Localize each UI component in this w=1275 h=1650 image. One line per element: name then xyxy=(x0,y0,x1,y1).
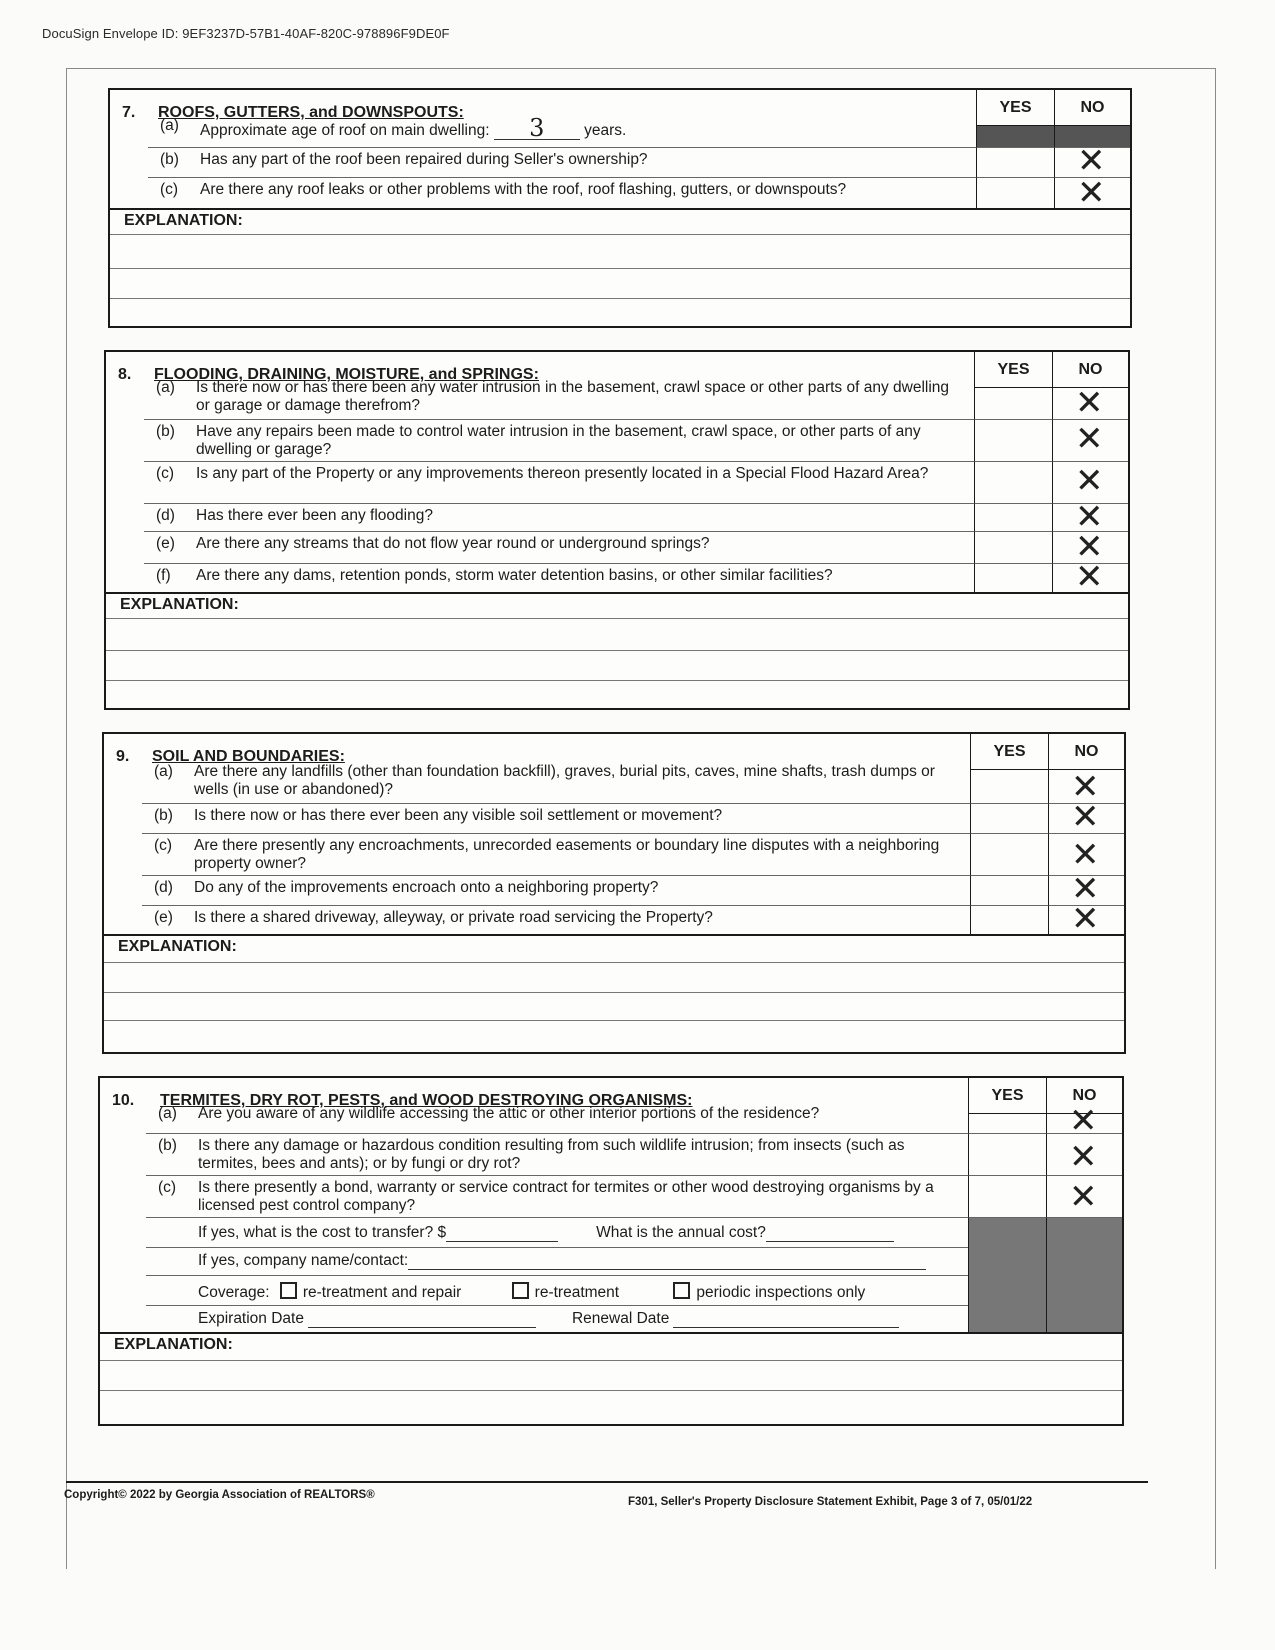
roof-age-value[interactable]: 3 xyxy=(529,114,545,142)
no-checkbox-cell[interactable] xyxy=(1046,1101,1122,1141)
explanation-area[interactable]: EXPLANATION: xyxy=(110,208,1130,328)
yes-cell-shaded xyxy=(968,1218,1046,1332)
no-header: NO xyxy=(1054,90,1130,126)
no-header: NO xyxy=(1048,734,1124,770)
x-mark-icon: ✕ xyxy=(1077,141,1106,181)
explanation-area[interactable]: EXPLANATION: xyxy=(100,1332,1122,1426)
section-termites xyxy=(98,1076,1124,1426)
no-checkbox-cell[interactable] xyxy=(1046,1176,1122,1218)
question-row: (e) Are there any streams that do not flow year round or underground springs? xyxy=(144,532,974,564)
coverage-retreatment-checkbox[interactable] xyxy=(512,1282,529,1299)
x-mark-icon: ✕ xyxy=(1071,869,1100,909)
x-mark-icon: ✕ xyxy=(1069,1177,1098,1217)
x-mark-icon: ✕ xyxy=(1075,461,1104,501)
footer-divider xyxy=(66,1481,1148,1483)
yes-checkbox-cell[interactable] xyxy=(974,462,1052,504)
renewal-date-field[interactable] xyxy=(673,1311,899,1328)
yes-header: YES xyxy=(970,734,1048,770)
section-roofs xyxy=(108,88,1132,328)
yes-checkbox-cell[interactable] xyxy=(976,178,1054,208)
yes-checkbox-cell[interactable] xyxy=(968,1176,1046,1218)
question-row: (b) Is there now or has there ever been any visible soil settlement or movement? xyxy=(142,804,970,834)
coverage-row: Coverage: re-treatment and repair re-treatment periodic inspections only xyxy=(146,1276,968,1306)
yes-checkbox-cell[interactable] xyxy=(968,1134,1046,1176)
yes-checkbox-cell[interactable] xyxy=(974,388,1052,420)
x-mark-icon: ✕ xyxy=(1071,899,1100,939)
yes-checkbox-cell[interactable] xyxy=(976,148,1054,178)
yes-header: YES xyxy=(968,1078,1046,1114)
section-soil xyxy=(102,732,1126,1054)
yes-checkbox-cell[interactable] xyxy=(970,906,1048,934)
yes-header: YES xyxy=(974,352,1052,388)
no-checkbox-cell[interactable] xyxy=(1054,173,1130,213)
company-contact-field[interactable] xyxy=(408,1253,926,1270)
no-cell-shaded xyxy=(1046,1218,1122,1332)
explanation-area[interactable]: EXPLANATION: xyxy=(104,934,1124,1054)
no-checkbox-cell[interactable] xyxy=(1052,383,1128,423)
section-heading: 8. FLOODING, DRAINING, MOISTURE, and SPRINGS: xyxy=(118,366,539,383)
no-checkbox-cell[interactable] xyxy=(1052,557,1128,597)
x-mark-icon: ✕ xyxy=(1071,797,1100,837)
yes-checkbox-cell[interactable] xyxy=(970,876,1048,906)
footer-form-id: F301, Seller's Property Disclosure Statement Exhibit, Page 3 of 7, 05/01/22 xyxy=(628,1496,1033,1508)
question-row: (b) Has any part of the roof been repaired during Seller's ownership? xyxy=(148,148,976,178)
question-row: (f) Are there any dams, retention ponds, storm water detention basins, or other similar facilities? xyxy=(156,567,833,584)
question-row: (b) Is there any damage or hazardous condition resulting from such wildlife intrusion; from insects (such as termites, bees and ants); or by fungi or dry rot? xyxy=(146,1134,968,1176)
no-checkbox-cell[interactable] xyxy=(1046,1134,1122,1176)
company-row: If yes, company name/contact: xyxy=(146,1248,968,1276)
footer-copyright: Copyright© 2022 by Georgia Association of REALTORS® xyxy=(64,1489,375,1501)
question-row: (a) Are there any landfills (other than foundation backfill), graves, burial pits, caves, mine shafts, trash dumps or wells (in use or abandoned)? xyxy=(142,760,970,804)
question-row: (d) Has there ever been any flooding? xyxy=(144,504,974,532)
no-checkbox-cell[interactable] xyxy=(1052,420,1128,462)
section-flooding xyxy=(104,350,1130,710)
yes-cell-shaded xyxy=(976,126,1054,148)
transfer-cost-row: If yes, what is the cost to transfer? $ What is the annual cost? xyxy=(146,1218,968,1248)
expiration-date-field[interactable] xyxy=(308,1311,536,1328)
yes-checkbox-cell[interactable] xyxy=(974,420,1052,462)
no-checkbox-cell[interactable] xyxy=(1048,797,1124,837)
x-mark-icon: ✕ xyxy=(1075,527,1104,567)
yes-checkbox-cell[interactable] xyxy=(970,834,1048,876)
yes-checkbox-cell[interactable] xyxy=(974,532,1052,564)
yes-header: YES xyxy=(976,90,1054,126)
section-heading: 10. TERMITES, DRY ROT, PESTS, and WOOD DESTROYING ORGANISMS: xyxy=(112,1092,693,1109)
question-row: (d) Do any of the improvements encroach onto a neighboring property? xyxy=(142,876,970,906)
dates-row: Expiration Date Renewal Date xyxy=(146,1306,968,1332)
section-heading: 7. ROOFS, GUTTERS, and DOWNSPOUTS: xyxy=(122,104,464,121)
yes-checkbox-cell[interactable] xyxy=(974,564,1052,592)
question-row: (a) Approximate age of roof on main dwelling: 3 years. xyxy=(148,114,976,148)
x-mark-icon: ✕ xyxy=(1075,419,1104,459)
explanation-area[interactable]: EXPLANATION: xyxy=(106,592,1128,710)
yes-checkbox-cell[interactable] xyxy=(974,504,1052,532)
coverage-periodic-checkbox[interactable] xyxy=(673,1282,690,1299)
x-mark-icon: ✕ xyxy=(1075,557,1104,597)
annual-cost-field[interactable] xyxy=(766,1225,894,1242)
yes-checkbox-cell[interactable] xyxy=(970,770,1048,804)
section-heading: 9. SOIL AND BOUNDARIES: xyxy=(116,748,345,765)
x-mark-icon: ✕ xyxy=(1077,173,1106,213)
question-row: (c) Is any part of the Property or any improvements thereon presently located in a Special Flood Hazard Area? xyxy=(144,462,974,504)
question-row: (b) Have any repairs been made to control water intrusion in the basement, crawl space, or other parts of any dwelling or garage? xyxy=(144,420,974,462)
no-checkbox-cell[interactable] xyxy=(1048,899,1124,939)
yes-checkbox-cell[interactable] xyxy=(968,1114,1046,1134)
no-header: NO xyxy=(1046,1078,1122,1114)
question-row: (c) Are there any roof leaks or other problems with the roof, roof flashing, gutters, or downspouts? xyxy=(160,181,847,198)
envelope-id: DocuSign Envelope ID: 9EF3237D-57B1-40AF-820C-978896F9DE0F xyxy=(42,26,450,41)
no-header: NO xyxy=(1052,352,1128,388)
question-row: (e) Is there a shared driveway, alleyway, or private road servicing the Property? xyxy=(154,909,713,926)
x-mark-icon: ✕ xyxy=(1071,767,1100,807)
x-mark-icon: ✕ xyxy=(1075,383,1104,423)
question-row: (c) Are there presently any encroachments, unrecorded easements or boundary line disputes with a neighboring property owner? xyxy=(142,834,970,876)
question-row: (a) Is there now or has there been any water intrusion in the basement, crawl space or other parts of any dwelling or garage or damage therefrom? xyxy=(144,376,974,420)
x-mark-icon: ✕ xyxy=(1069,1101,1098,1141)
x-mark-icon: ✕ xyxy=(1071,835,1100,875)
yes-checkbox-cell[interactable] xyxy=(970,804,1048,834)
question-row: (a) Are you aware of any wildlife accessing the attic or other interior portions of the residence? xyxy=(146,1102,976,1134)
coverage-retreatment-repair-checkbox[interactable] xyxy=(280,1282,297,1299)
question-row: (c) Is there presently a bond, warranty or service contract for termites or other wood destroying organisms by a licensed pest control company? xyxy=(146,1176,968,1218)
x-mark-icon: ✕ xyxy=(1069,1137,1098,1177)
x-mark-icon: ✕ xyxy=(1075,497,1104,537)
transfer-cost-field[interactable] xyxy=(446,1225,558,1242)
